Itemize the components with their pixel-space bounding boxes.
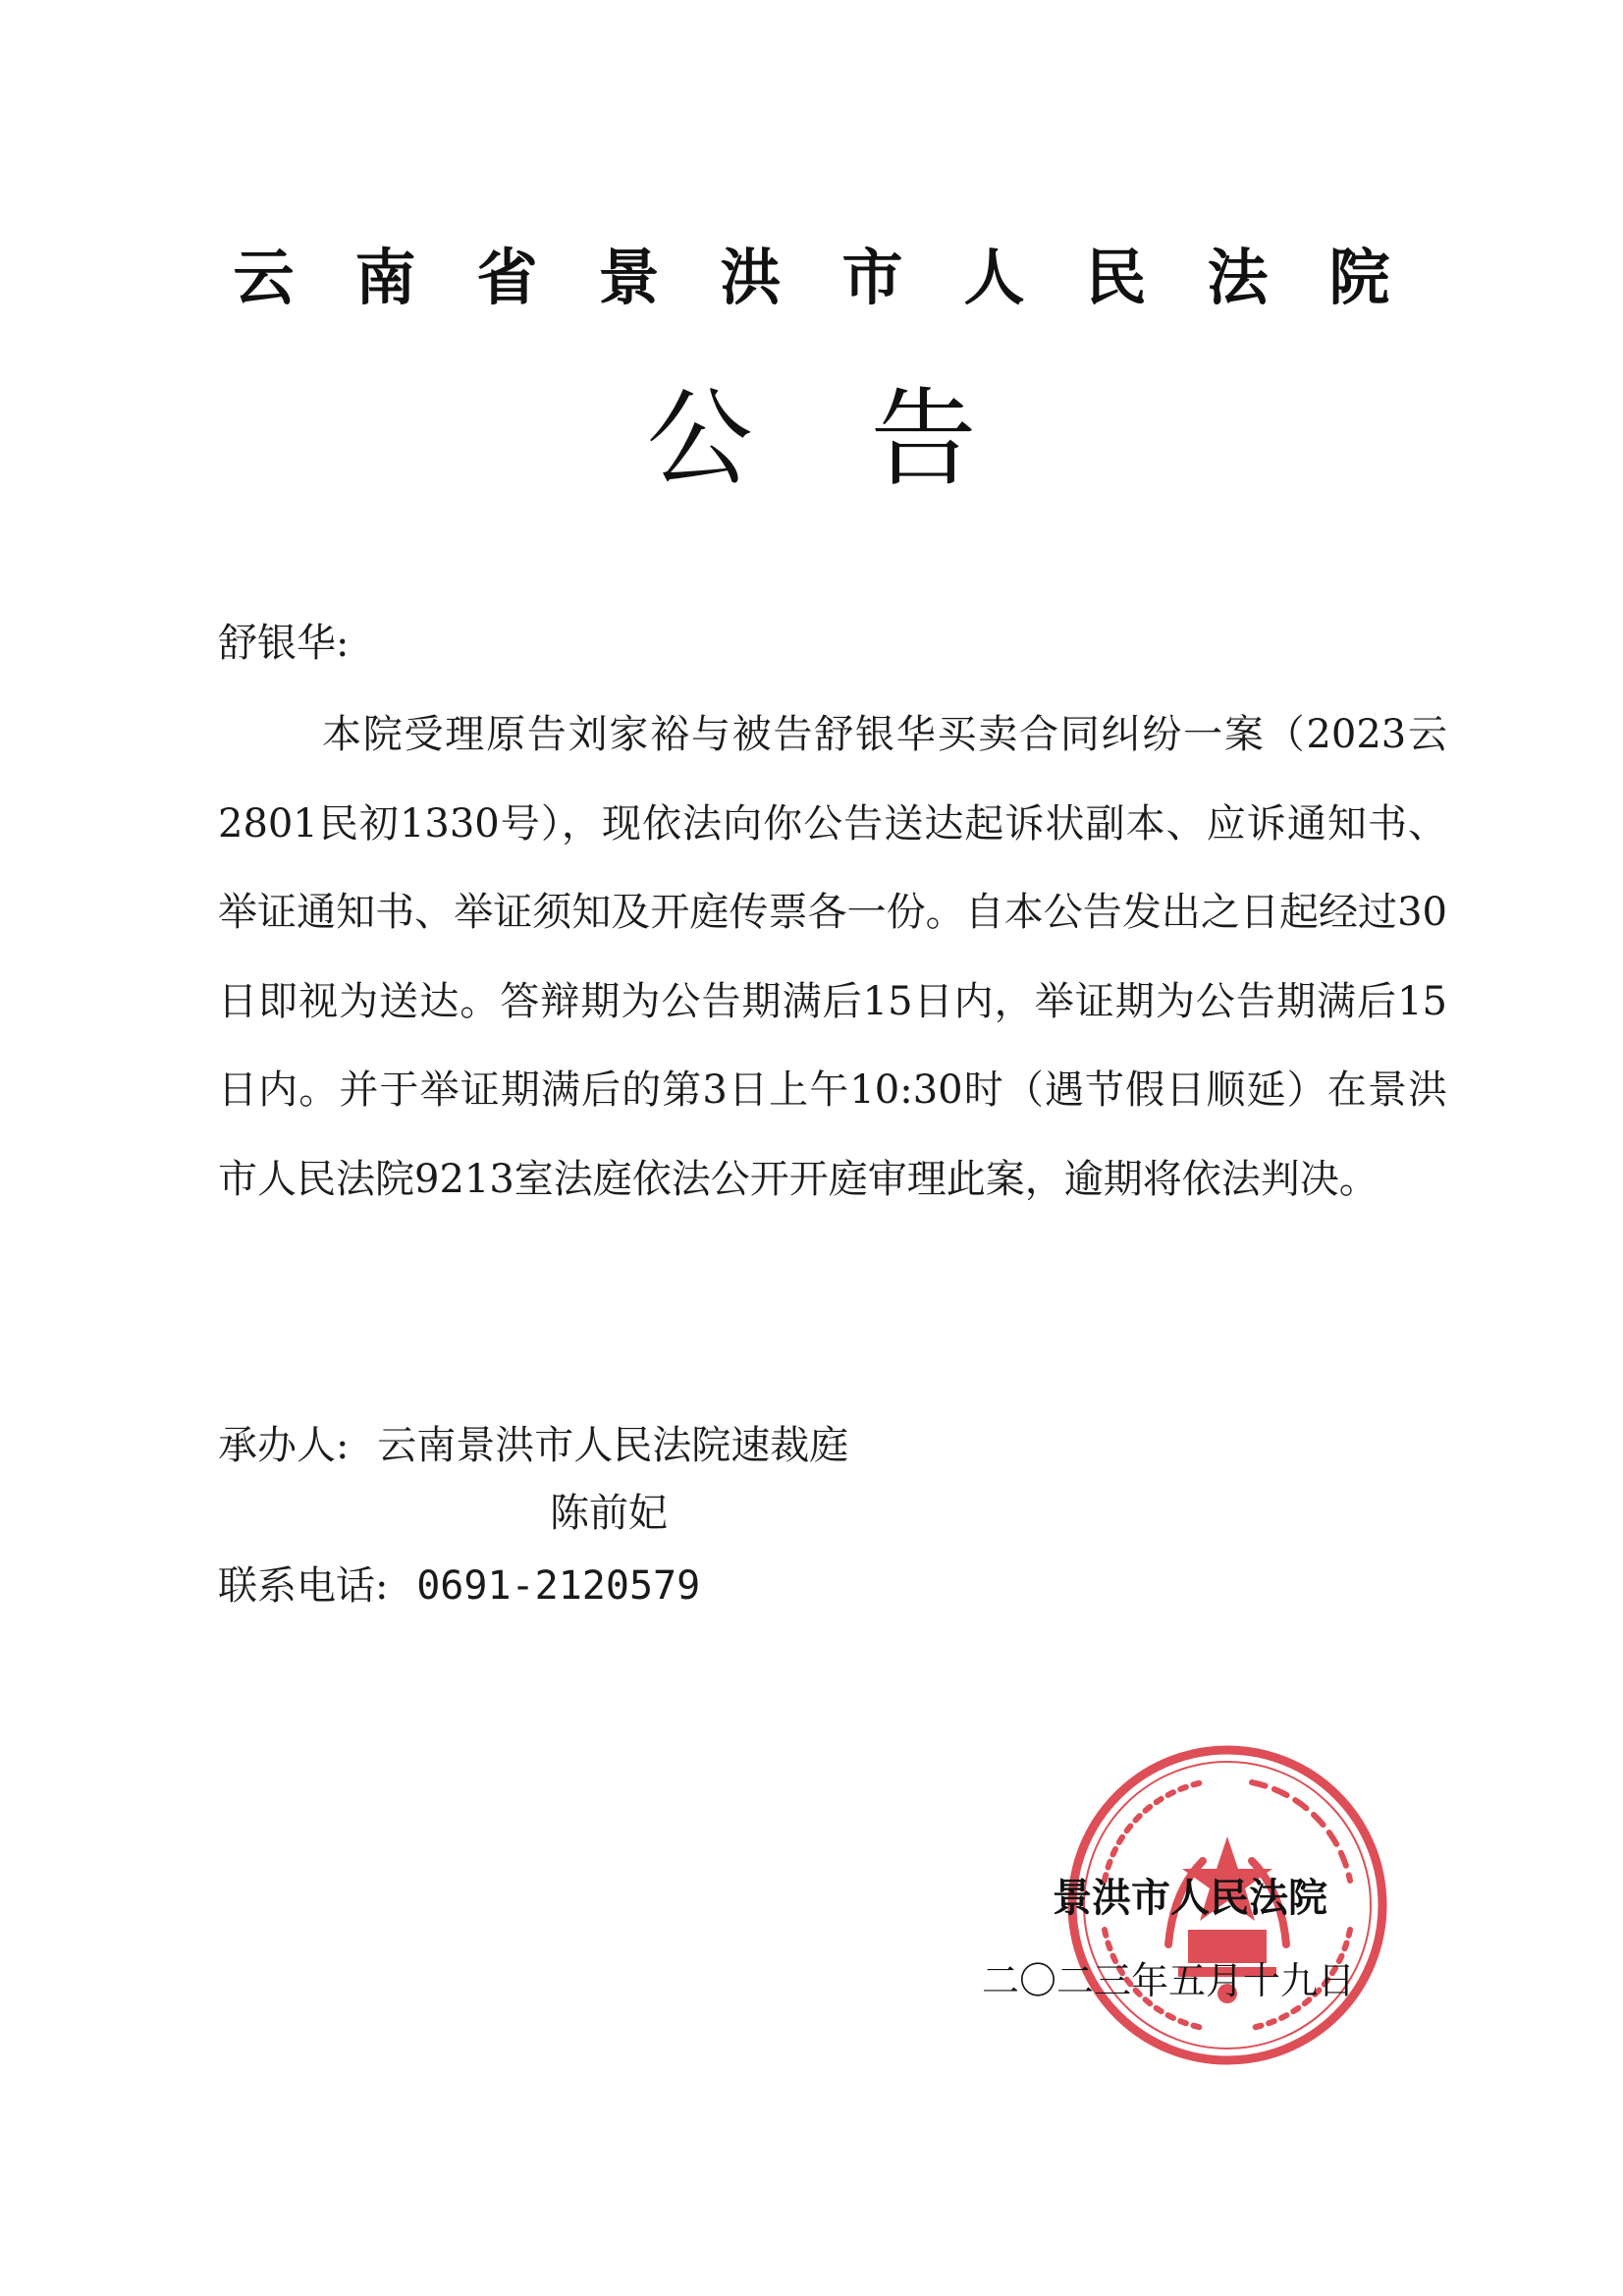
phone-number: 0691-2120579 [416,1563,701,1609]
doc-title: 公告 [646,378,1095,501]
handler-label: 承办人: [218,1423,350,1468]
addressee: 舒银华: [218,621,350,666]
signature-date: 二〇二三年五月十九日 [982,1959,1356,2002]
signature-court: 景洪市人民法院 [1053,1875,1327,1921]
handler-dept: 云南景洪市人民法院速裁庭 [377,1423,849,1468]
notice-body: 本院受理原告刘家裕与被告舒银华买卖合同纠纷一案（2023云2801民初1330号），现依法向你公告送达起诉状副本、应诉通知书、举证通知书、举证须知及开庭传票各一份。自本公告发出之日起经过30日即视为送达。答辩期为公告期满后15日内，举证期为公告期满后15日内。并于举证期满后的第3日上午10:30时（遇节假日顺延）在景洪市人民法院9213室法庭依法公开开庭审理此案，逾期将依法判决。 [218,712,1447,1202]
handler-name: 陈前妃 [550,1491,668,1536]
handler-row [218,1416,848,1475]
court-name: 云南省景洪市人民法院 [233,242,1451,313]
phone-row [218,1557,700,1615]
phone-label: 联系电话: [218,1563,389,1609]
